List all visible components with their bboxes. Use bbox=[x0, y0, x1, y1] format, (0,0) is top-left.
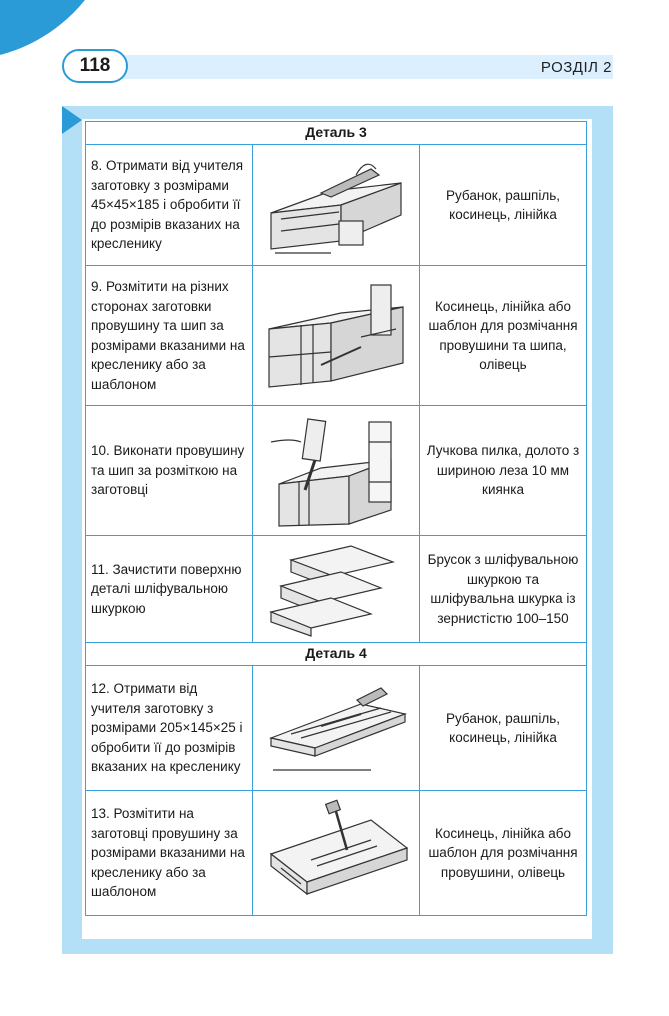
step-text: 8. Отримати від учителя заготовку з розмірами 45×45×185 і обробити її до розмірів вказаних на кресленику bbox=[86, 145, 253, 266]
marking-mortise-tenon-illustration bbox=[253, 266, 420, 406]
process-table bbox=[85, 121, 587, 916]
marking-mortise-board-illustration bbox=[253, 791, 420, 916]
tools-text: Брусок з шліфувальною шкуркою та шліфувальна шкурка із зернистістю 100–150 bbox=[420, 536, 587, 643]
table-row bbox=[86, 266, 587, 406]
tools-text: Лучкова пилка, долото з шириною леза 10 мм киянка bbox=[420, 406, 587, 536]
step-text: 13. Розмітити на заготовці провушину за розмірами вказаними на кресленику або за шаблоном bbox=[86, 791, 253, 916]
sanding-illustration bbox=[253, 536, 420, 643]
group-header-row bbox=[86, 643, 587, 666]
table-row bbox=[86, 536, 587, 643]
planing-board-illustration bbox=[253, 666, 420, 791]
table-row bbox=[86, 406, 587, 536]
step-text: 11. Зачистити поверхню деталі шліфувальною шкуркою bbox=[86, 536, 253, 643]
section-title: РОЗДІЛ 2 bbox=[540, 59, 612, 76]
corner-arrow-icon bbox=[62, 106, 82, 134]
tools-text: Косинець, лінійка або шаблон для розмічання провушини, олівець bbox=[420, 791, 587, 916]
step-text: 10. Виконати провушину та шип за розміткою на заготовці bbox=[86, 406, 253, 536]
sawing-chiseling-illustration bbox=[253, 406, 420, 536]
group-title: Деталь 3 bbox=[86, 122, 587, 145]
page-number: 118 bbox=[62, 49, 128, 83]
table-row bbox=[86, 791, 587, 916]
step-text: 9. Розмітити на різних сторонах заготовки провушину та шип за розмірами вказаними на кресленику або за шаблоном bbox=[86, 266, 253, 406]
group-title: Деталь 4 bbox=[86, 643, 587, 666]
group-header-row bbox=[86, 122, 587, 145]
header-band bbox=[85, 55, 613, 79]
planing-workpiece-illustration bbox=[253, 145, 420, 266]
step-text: 12. Отримати від учителя заготовку з розмірами 205×145×25 і обробити її до розмірів вказаних на кресленику bbox=[86, 666, 253, 791]
tools-text: Косинець, лінійка або шаблон для розмічання провушини та шипа, олівець bbox=[420, 266, 587, 406]
tools-text: Рубанок, рашпіль, косинець, лінійка bbox=[420, 145, 587, 266]
table-row bbox=[86, 145, 587, 266]
tools-text: Рубанок, рашпіль, косинець, лінійка bbox=[420, 666, 587, 791]
table-row bbox=[86, 666, 587, 791]
